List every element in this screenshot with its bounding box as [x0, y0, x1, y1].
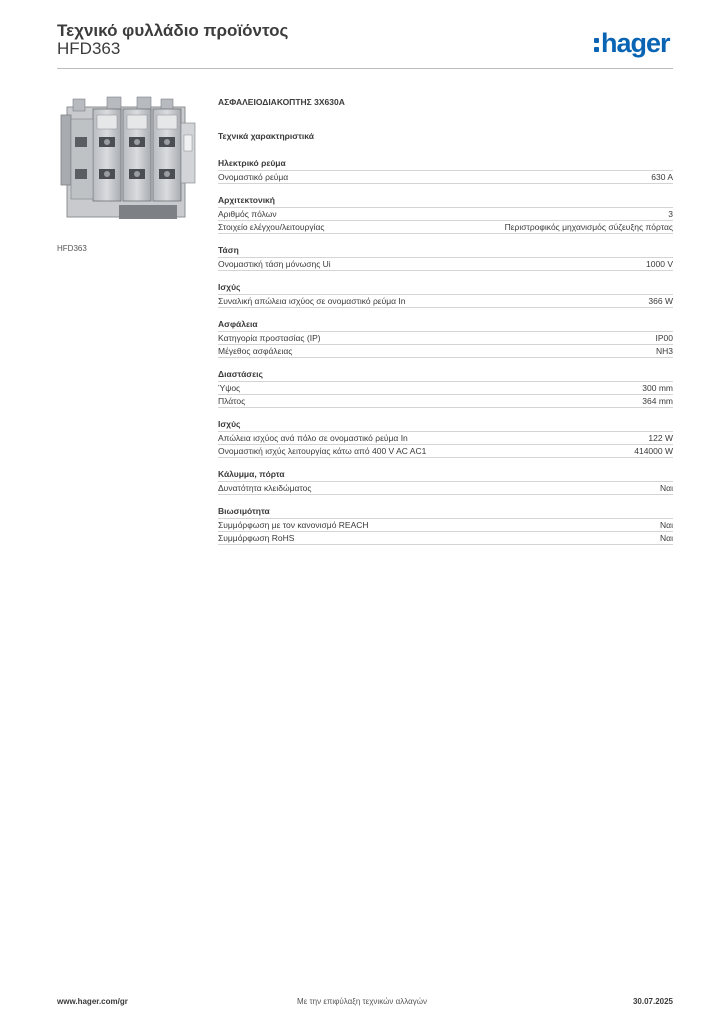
- page-title: Τεχνικό φυλλάδιο προϊόντος: [57, 21, 289, 40]
- spec-label: Αριθμός πόλων: [218, 209, 277, 219]
- specifications: [218, 96, 673, 554]
- spec-label: Συμμόρφωση RoHS: [218, 533, 295, 543]
- spec-section: [218, 367, 673, 408]
- spec-row: [218, 332, 673, 345]
- spec-label: Κατηγορία προστασίας (IP): [218, 333, 321, 343]
- spec-value: 3: [668, 209, 673, 219]
- section-title: Ηλεκτρικό ρεύμα: [218, 156, 673, 171]
- logo-colon-icon: [594, 32, 599, 52]
- header-divider: [57, 68, 673, 69]
- spec-value: Ναι: [660, 520, 673, 530]
- spec-label: Στοιχείο ελέγχου/λειτουργίας: [218, 222, 325, 232]
- spec-label: Μέγεθος ασφάλειας: [218, 346, 293, 356]
- spec-value: Ναι: [660, 483, 673, 493]
- spec-row: [218, 519, 673, 532]
- spec-value: 300 mm: [642, 383, 673, 393]
- spec-label: Ονομαστική τάση μόνωσης Ui: [218, 259, 331, 269]
- section-title: Τάση: [218, 243, 673, 258]
- spec-section: [218, 504, 673, 545]
- spec-section: [218, 243, 673, 271]
- section-title: Διαστάσεις: [218, 367, 673, 382]
- spec-label: Ονομαστική ισχύς λειτουργίας κάτω από 400 V AC AC1: [218, 446, 427, 456]
- fuse-switch-disconnector-photo-icon: [57, 95, 199, 237]
- spec-value: 364 mm: [642, 396, 673, 406]
- image-caption: HFD363: [57, 244, 87, 253]
- spec-row: [218, 482, 673, 495]
- spec-value: Ναι: [660, 533, 673, 543]
- spec-label: Συμμόρφωση με τον κανονισμό REACH: [218, 520, 369, 530]
- spec-label: Συναλική απώλεια ισχύος σε ονομαστικό ρεύμα In: [218, 296, 406, 306]
- spec-value: Περιστροφικός μηχανισμός σύζευξης πόρτας: [504, 222, 673, 232]
- spec-row: [218, 395, 673, 408]
- spec-row: [218, 445, 673, 458]
- spec-row: [218, 382, 673, 395]
- section-title: Ισχύς: [218, 280, 673, 295]
- spec-value: IP00: [655, 333, 673, 343]
- footer-website-link[interactable]: www.hager.com/gr: [57, 997, 128, 1006]
- spec-row: [218, 295, 673, 308]
- spec-label: Απώλεια ισχύος ανά πόλο σε ονομαστικό ρεύμα In: [218, 433, 408, 443]
- spec-label: Δυνατότητα κλειδώματος: [218, 483, 312, 493]
- spec-value: 366 W: [648, 296, 673, 306]
- spec-value: 1000 V: [646, 259, 673, 269]
- spec-row: [218, 208, 673, 221]
- spec-section: [218, 317, 673, 358]
- product-name: ΑΣΦΑΛΕΙΟΔΙΑΚΟΠΤΗΣ 3Χ630Α: [218, 97, 345, 107]
- spec-section: [218, 193, 673, 234]
- spec-label: Ύψος: [218, 383, 241, 393]
- spec-row: [218, 258, 673, 271]
- spec-row: [218, 532, 673, 545]
- spec-row: [218, 345, 673, 358]
- spec-section: [218, 280, 673, 308]
- spec-row: [218, 221, 673, 234]
- spec-label: Ονομαστικό ρεύμα: [218, 172, 289, 182]
- footer-notice: Με την επιφύλαξη τεχνικών αλλαγών: [297, 997, 427, 1006]
- logo-text: hager: [601, 28, 670, 58]
- section-title: Βιωσιμότητα: [218, 504, 673, 519]
- spec-value: NH3: [655, 346, 673, 356]
- section-title: Αρχιτεκτονική: [218, 193, 673, 208]
- spec-value: 630 A: [651, 172, 673, 182]
- product-code: HFD363: [57, 39, 121, 58]
- spec-row: [218, 432, 673, 445]
- spec-label: Πλάτος: [218, 396, 246, 406]
- section-title: Ασφάλεια: [218, 317, 673, 332]
- spec-row: [218, 171, 673, 184]
- section-title: Ισχύς: [218, 417, 673, 432]
- section-title: Κάλυμμα, πόρτα: [218, 467, 673, 482]
- spec-section: [218, 417, 673, 458]
- spec-section: [218, 467, 673, 495]
- spec-value: 414000 W: [634, 446, 673, 456]
- spec-value: 122 W: [648, 433, 673, 443]
- section-subtitle: Τεχνικά χαρακτηριστικά: [218, 131, 314, 141]
- hager-logo[interactable]: [594, 28, 670, 58]
- spec-section: [218, 156, 673, 184]
- footer-date: 30.07.2025: [632, 997, 673, 1006]
